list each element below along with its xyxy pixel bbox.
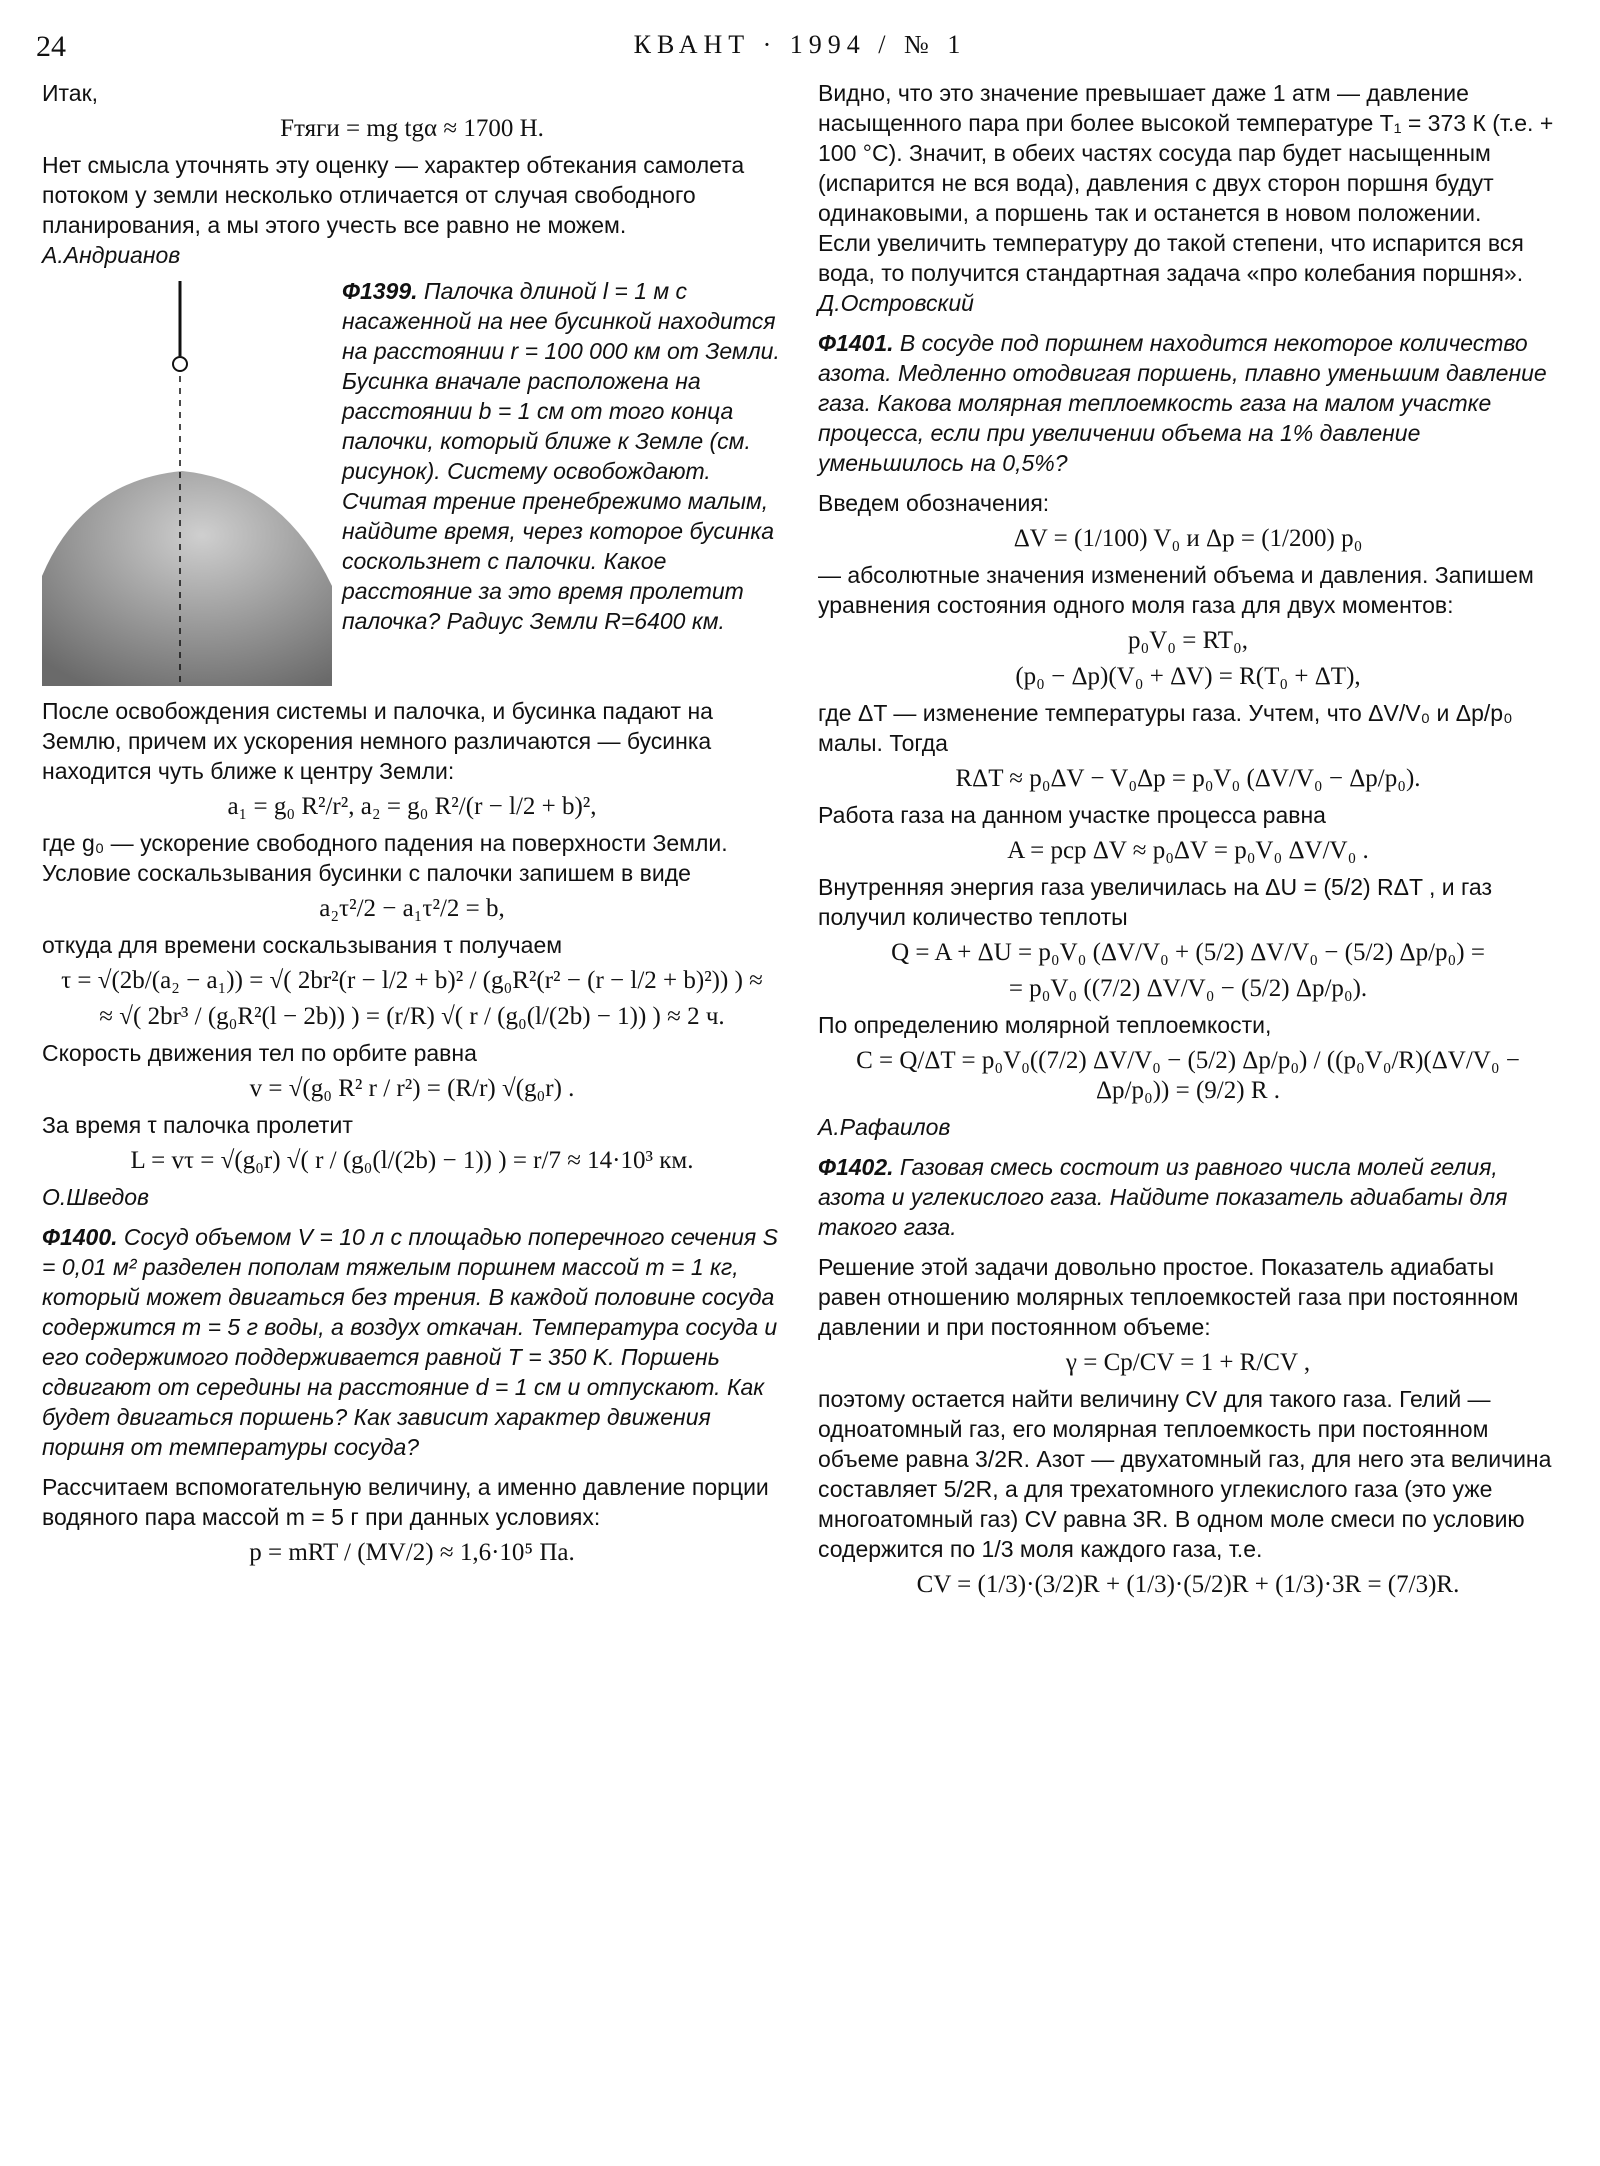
page-number: 24	[36, 30, 66, 63]
problem-text: В сосуде под поршнем находится некоторое количество азота. Медленно отодвигая поршень, плавно уменьшим давление газа. Какова молярная теплоемкость газа на малом участке процесса, если при увеличении объема на 1% давление уменьшилось на 0,5%?	[818, 330, 1547, 476]
right-column	[818, 78, 1558, 1606]
equation-work: A = pср ΔV ≈ p₀ΔV = p₀V₀ ΔV/V₀ .	[1007, 837, 1369, 864]
equation-heat-result: = p₀V₀ ((7/2) ΔV/V₀ − (5/2) Δp/p₀).	[1008, 975, 1368, 1002]
paragraph: откуда для времени соскальзывания τ получаем	[42, 932, 563, 958]
problem-text: Сосуд объемом V = 10 л с площадью поперечного сечения S = 0,01 м² разделен пополам тяжелым поршнем массой m = 1 кг, который может двигаться без трения. В каждой половине сосуда содержится m = 5 г воды, а воздух откачан. Температура сосуда и его содержимого поддерживается равной T = 350 K. Поршень сдвигают от середины на расстояние d = 1 см и отпускают. Как будет двигаться поршень? Как зависит характер движения поршня от температуры сосуда?	[42, 1224, 778, 1460]
paragraph: Введем обозначения:	[818, 490, 1050, 516]
paragraph: Работа газа на данном участке процесса равна	[818, 802, 1326, 828]
problem-number: Ф1402.	[818, 1154, 894, 1180]
problem-text: Палочка длиной l = 1 м с насаженной на нее бусинкой находится на расстоянии r = 100 000 км от Земли. Бусинка вначале расположена на расстоянии b = 1 см от того конца палочки, который ближе к Земле (см. рисунок). Систему освобождают. Считая трение пренебрежимо малым, найдите время, через которое бусинка соскользнет с палочки. Какое расстояние за это время пролетит палочка? Радиус Земли R=6400 км.	[342, 278, 780, 634]
paragraph: Рассчитаем вспомогательную величину, а именно давление порции водяного пара массой m = 5 г при данных условиях:	[42, 1474, 769, 1530]
author-signature: Д.Островский	[818, 290, 974, 316]
paragraph: поэтому остается найти величину CV для такого газа. Гелий — одноатомный газ, его молярная теплоемкость при постоянном объеме равна 3/2R. Азот — двухатомный газ, для него эта величина составляет 5/2R, а для трехатомного углекислого газа (это уже многоатомный газ) CV равна 3R. В одном моле смеси по условию содержится по 1/3 моля каждого газа, т.е.	[818, 1386, 1552, 1562]
journal-header: КВАНТ · 1994 / № 1	[633, 30, 967, 59]
equation-heat: Q = A + ΔU = p₀V₀ (ΔV/V₀ + (5/2) ΔV/V₀ − (5/2) Δp/p₀) =	[891, 939, 1485, 966]
problem-text: Газовая смесь состоит из равного числа молей гелия, азота и углекислого газа. Найдите показатель адиабаты для такого газа.	[818, 1154, 1508, 1240]
equation-rdt: RΔT ≈ p₀ΔV − V₀Δp = p₀V₀ (ΔV/V₀ − Δp/p₀).	[955, 765, 1421, 792]
problem-number: Ф1399.	[342, 278, 418, 304]
paragraph: — абсолютные значения изменений объема и давления. Запишем уравнения состояния одного моля газа для двух моментов:	[818, 562, 1534, 618]
problem-1402	[818, 1152, 1558, 1242]
equation-velocity: v = √(g₀ R² r / r²) = (R/r) √(g₀r) .	[249, 1075, 575, 1102]
paragraph: Если увеличить температуру до такой степени, что испарится вся вода, то получится стандартная задача «про колебания поршня».	[818, 230, 1524, 286]
equation-tau-approx: ≈ √( 2br³ / (g₀R²(l − 2b)) ) = (r/R) √( r / (g₀(l/(2b) − 1)) ) ≈ 2 ч.	[99, 1003, 725, 1030]
problem-1401	[818, 328, 1558, 478]
left-column	[42, 78, 782, 1574]
equation-distance: L = vτ = √(g₀r) √( r / (g₀(l/(2b) − 1)) ) = r/7 ≈ 14·10³ км.	[130, 1147, 694, 1174]
equation-heat-capacity: C = Q/ΔT = p₀V₀((7/2) ΔV/V₀ − (5/2) Δp/p₀) / ((p₀V₀/R)(ΔV/V₀ − Δp/p₀)) = (9/2) R .	[856, 1047, 1520, 1104]
author-signature: О.Шведов	[42, 1184, 149, 1210]
equation-force: Fтяги = mg tgα ≈ 1700 Н.	[280, 115, 544, 142]
paragraph: Видно, что это значение превышает даже 1 атм — давление насыщенного пара при более высокой температуре T₁ = 373 К (т.е. + 100 °С). Значит, в обеих частях сосуда пар будет насыщенным (испарится не вся вода), давления с двух сторон поршня будут одинаковыми, а поршень так и останется в новом положении.	[818, 80, 1554, 226]
paragraph: По определению молярной теплоемкости,	[818, 1012, 1272, 1038]
equation-deltas: ΔV = (1/100) V₀ и Δp = (1/200) p₀	[1013, 525, 1363, 552]
paragraph: За время τ палочка пролетит	[42, 1112, 353, 1138]
paragraph: Скорость движения тел по орбите равна	[42, 1040, 477, 1066]
paragraph: После освобождения системы и палочка, и бусинка падают на Землю, причем их ускорения немного различаются — бусинка находится чуть ближе к центру Земли:	[42, 698, 713, 784]
intro-word: Итак,	[42, 80, 99, 106]
paragraph: Внутренняя энергия газа увеличилась на ΔU = (5/2) RΔT , и газ получил количество теплоты	[818, 874, 1493, 930]
problem-number: Ф1400.	[42, 1224, 118, 1250]
author-signature: А.Андрианов	[42, 242, 181, 268]
equation-pressure: p = mRT / (MV/2) ≈ 1,6·10⁵ Па.	[249, 1539, 575, 1566]
equation-gamma: γ = Cp/CV = 1 + R/CV ,	[1065, 1349, 1311, 1376]
author-signature: А.Рафаилов	[818, 1114, 951, 1140]
paragraph: Нет смысла уточнять эту оценку — характер обтекания самолета потоком у земли несколько отличается от случая свободного планирования, а мы этого учесть все равно не можем.	[42, 152, 745, 238]
bead-shape	[173, 357, 187, 371]
problem-1400	[42, 1222, 782, 1462]
equation-state-1: p₀V₀ = RT₀,	[1128, 627, 1248, 654]
equation-tau: τ = √(2b/(a₂ − a₁)) = √( 2br²(r − l/2 + b)² / (g₀R²(r² − (r − l/2 + b)²)) ) ≈	[61, 967, 763, 994]
paragraph: Решение этой задачи довольно простое. Показатель адиабаты равен отношению молярных теплоемкостей газа при постоянном давлении и при постоянном объеме:	[818, 1254, 1519, 1340]
problem-1399	[42, 276, 782, 686]
paragraph: где ΔT — изменение температуры газа. Учтем, что ΔV/V₀ и Δp/p₀ малы. Тогда	[818, 700, 1513, 756]
earth-rod-figure	[42, 276, 342, 686]
equation-condition: a₂τ²/2 − a₁τ²/2 = b,	[319, 895, 505, 922]
problem-number: Ф1401.	[818, 330, 894, 356]
equation-acceleration: a₁ = g₀ R²/r², a₂ = g₀ R²/(r − l/2 + b)²,	[227, 793, 597, 820]
earth-shape	[42, 471, 332, 686]
equation-cv: CV = (1/3)·(3/2)R + (1/3)·(5/2)R + (1/3)·3R = (7/3)R.	[916, 1571, 1460, 1598]
equation-state-2: (p₀ − Δp)(V₀ + ΔV) = R(T₀ + ΔT),	[1015, 663, 1361, 690]
paragraph: где g₀ — ускорение свободного падения на поверхности Земли. Условие соскальзывания бусинки с палочки запишем в виде	[42, 830, 728, 886]
